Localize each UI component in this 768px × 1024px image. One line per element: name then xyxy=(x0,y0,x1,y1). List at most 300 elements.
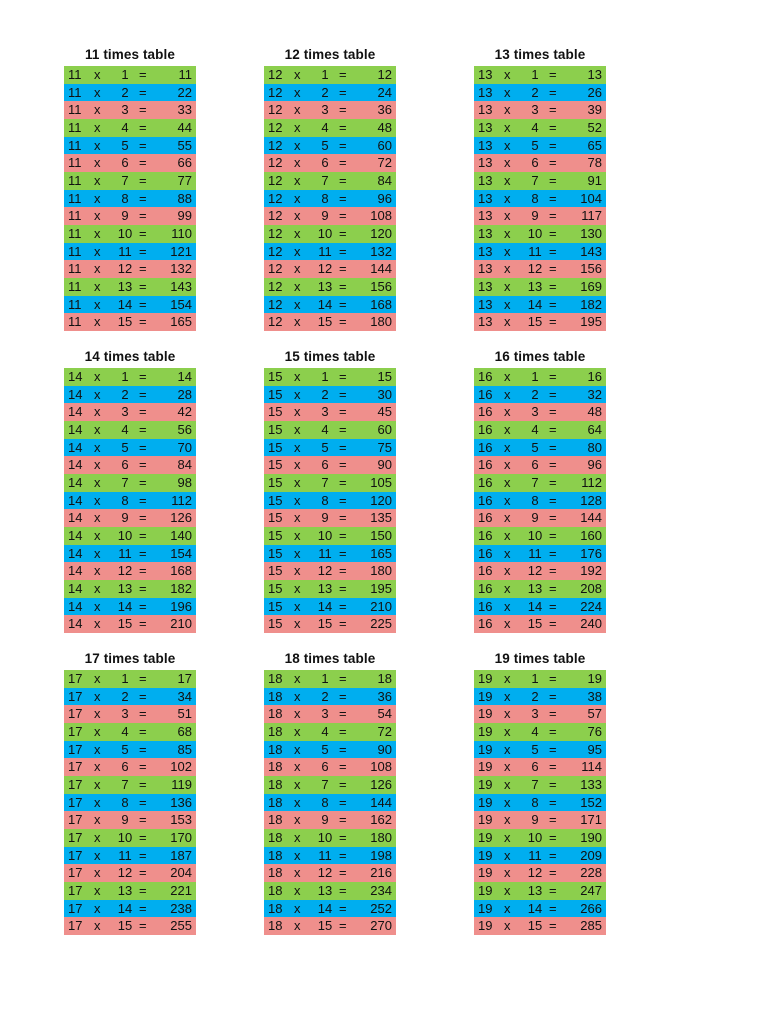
times-sign: x xyxy=(294,439,301,455)
table-row xyxy=(64,847,196,865)
table-row xyxy=(474,225,606,243)
product: 162 xyxy=(370,812,392,828)
multiplier: 8 xyxy=(531,190,539,206)
equals-sign: = xyxy=(339,776,347,792)
table-row xyxy=(264,296,396,314)
times-sign: x xyxy=(294,900,301,916)
times-sign: x xyxy=(94,882,101,898)
product: 75 xyxy=(377,439,392,455)
table-row xyxy=(64,243,196,261)
table-row xyxy=(474,456,606,474)
times-sign: x xyxy=(294,723,301,739)
table-row xyxy=(264,794,396,812)
product: 55 xyxy=(177,137,192,153)
multiplicand: 19 xyxy=(478,706,493,722)
times-sign: x xyxy=(94,598,101,614)
table-row xyxy=(64,421,196,439)
equals-sign: = xyxy=(339,67,347,82)
equals-sign: = xyxy=(549,900,557,916)
multiplier: 1 xyxy=(121,67,129,82)
table-row xyxy=(64,882,196,900)
equals-sign: = xyxy=(549,812,557,828)
multiplier: 13 xyxy=(317,882,333,898)
times-sign: x xyxy=(294,243,301,259)
multiplier: 2 xyxy=(121,84,129,100)
multiplicand: 13 xyxy=(478,225,493,241)
equals-sign: = xyxy=(549,510,557,526)
equals-sign: = xyxy=(549,102,557,118)
table-row xyxy=(264,882,396,900)
product: 144 xyxy=(370,261,392,277)
multiplicand: 12 xyxy=(268,137,283,153)
equals-sign: = xyxy=(339,296,347,312)
equals-sign: = xyxy=(549,208,557,224)
equals-sign: = xyxy=(139,421,147,437)
equals-sign: = xyxy=(139,404,147,420)
multiplicand: 16 xyxy=(478,545,493,561)
equals-sign: = xyxy=(549,278,557,294)
times-sign: x xyxy=(94,102,101,118)
multiplicand: 13 xyxy=(478,102,493,118)
equals-sign: = xyxy=(139,369,147,384)
table-row xyxy=(264,225,396,243)
times-sign: x xyxy=(94,208,101,224)
times-sign: x xyxy=(294,172,301,188)
product: 176 xyxy=(580,545,602,561)
table-row xyxy=(264,84,396,102)
product: 221 xyxy=(170,882,192,898)
equals-sign: = xyxy=(549,137,557,153)
multiplicand: 15 xyxy=(268,510,283,526)
equals-sign: = xyxy=(339,812,347,828)
table-row xyxy=(264,154,396,172)
product: 102 xyxy=(170,759,192,775)
multiplier: 13 xyxy=(317,580,333,596)
equals-sign: = xyxy=(549,882,557,898)
product: 143 xyxy=(580,243,602,259)
equals-sign: = xyxy=(139,688,147,704)
multiplicand: 13 xyxy=(478,243,493,259)
equals-sign: = xyxy=(139,900,147,916)
multiplier: 7 xyxy=(121,172,129,188)
multiplier: 5 xyxy=(531,439,539,455)
times-sign: x xyxy=(504,119,511,135)
times-sign: x xyxy=(94,225,101,241)
multiplier: 10 xyxy=(527,527,543,543)
multiplier: 15 xyxy=(117,616,133,632)
times-sign: x xyxy=(504,794,511,810)
times-sign: x xyxy=(504,314,511,330)
product: 64 xyxy=(587,421,602,437)
product: 60 xyxy=(377,421,392,437)
table-row xyxy=(474,101,606,119)
multiplier: 2 xyxy=(531,386,539,402)
multiplier: 4 xyxy=(121,421,129,437)
multiplier: 10 xyxy=(317,225,333,241)
equals-sign: = xyxy=(549,172,557,188)
multiplier: 12 xyxy=(317,865,333,881)
times-sign: x xyxy=(94,439,101,455)
times-sign: x xyxy=(94,155,101,171)
equals-sign: = xyxy=(139,296,147,312)
table-row xyxy=(474,492,606,510)
product: 36 xyxy=(377,688,392,704)
product: 180 xyxy=(370,563,392,579)
multiplier: 7 xyxy=(121,776,129,792)
times-sign: x xyxy=(294,314,301,330)
multiplicand: 14 xyxy=(68,563,83,579)
equals-sign: = xyxy=(339,865,347,881)
equals-sign: = xyxy=(339,510,347,526)
times-sign: x xyxy=(504,563,511,579)
multiplier: 14 xyxy=(117,598,133,614)
multiplicand: 11 xyxy=(68,190,82,206)
product: 136 xyxy=(170,794,192,810)
multiplier: 4 xyxy=(531,119,539,135)
equals-sign: = xyxy=(339,563,347,579)
multiplier: 11 xyxy=(528,847,542,863)
times-sign: x xyxy=(94,706,101,722)
multiplier: 3 xyxy=(121,706,129,722)
product: 150 xyxy=(370,527,392,543)
product: 210 xyxy=(170,616,192,632)
times-sign: x xyxy=(504,404,511,420)
product: 108 xyxy=(370,208,392,224)
multiplier: 10 xyxy=(527,829,543,845)
multiplicand: 11 xyxy=(68,119,82,135)
times-sign: x xyxy=(94,172,101,188)
multiplier: 6 xyxy=(531,759,539,775)
table-row xyxy=(474,900,606,918)
equals-sign: = xyxy=(549,474,557,490)
multiplier: 10 xyxy=(117,527,133,543)
product: 154 xyxy=(170,545,192,561)
times-sign: x xyxy=(504,421,511,437)
times-table-12 xyxy=(264,44,396,331)
multiplicand: 19 xyxy=(478,812,493,828)
table-row xyxy=(64,545,196,563)
times-sign: x xyxy=(294,616,301,632)
multiplier: 13 xyxy=(527,580,543,596)
table-row xyxy=(64,154,196,172)
multiplicand: 17 xyxy=(68,882,83,898)
product: 153 xyxy=(170,812,192,828)
table-row xyxy=(474,847,606,865)
times-sign: x xyxy=(94,510,101,526)
equals-sign: = xyxy=(549,563,557,579)
times-sign: x xyxy=(504,723,511,739)
multiplicand: 17 xyxy=(68,900,83,916)
equals-sign: = xyxy=(339,102,347,118)
times-sign: x xyxy=(504,918,511,934)
times-sign: x xyxy=(294,882,301,898)
multiplicand: 19 xyxy=(478,900,493,916)
multiplicand: 15 xyxy=(268,474,283,490)
times-sign: x xyxy=(94,527,101,543)
product: 39 xyxy=(587,102,602,118)
multiplicand: 12 xyxy=(268,119,283,135)
equals-sign: = xyxy=(339,688,347,704)
multiplier: 4 xyxy=(531,723,539,739)
multiplicand: 15 xyxy=(268,598,283,614)
table-row xyxy=(264,101,396,119)
times-sign: x xyxy=(504,278,511,294)
multiplicand: 17 xyxy=(68,741,83,757)
equals-sign: = xyxy=(549,706,557,722)
times-sign: x xyxy=(94,812,101,828)
table-row xyxy=(64,474,196,492)
times-sign: x xyxy=(504,439,511,455)
multiplier: 15 xyxy=(117,314,133,330)
multiplicand: 12 xyxy=(268,314,283,330)
equals-sign: = xyxy=(339,918,347,934)
equals-sign: = xyxy=(549,759,557,775)
table-row xyxy=(264,439,396,457)
times-sign: x xyxy=(94,776,101,792)
table-row xyxy=(264,864,396,882)
times-sign: x xyxy=(294,918,301,934)
multiplicand: 18 xyxy=(268,918,283,934)
product: 26 xyxy=(587,84,602,100)
product: 108 xyxy=(370,759,392,775)
equals-sign: = xyxy=(339,474,347,490)
multiplier: 12 xyxy=(117,563,133,579)
equals-sign: = xyxy=(339,706,347,722)
equals-sign: = xyxy=(139,67,147,82)
times-sign: x xyxy=(294,119,301,135)
multiplier: 11 xyxy=(318,243,332,259)
table-row xyxy=(474,615,606,633)
times-sign: x xyxy=(504,829,511,845)
equals-sign: = xyxy=(339,580,347,596)
multiplier: 7 xyxy=(531,172,539,188)
product: 77 xyxy=(177,172,192,188)
multiplicand: 16 xyxy=(478,404,493,420)
product: 112 xyxy=(171,492,192,508)
times-sign: x xyxy=(294,759,301,775)
multiplier: 1 xyxy=(321,67,329,82)
times-sign: x xyxy=(294,510,301,526)
multiplier: 10 xyxy=(117,829,133,845)
equals-sign: = xyxy=(139,119,147,135)
table-row xyxy=(64,225,196,243)
table-row xyxy=(264,758,396,776)
product: 99 xyxy=(177,208,192,224)
equals-sign: = xyxy=(549,243,557,259)
product: 72 xyxy=(377,155,392,171)
equals-sign: = xyxy=(549,865,557,881)
table-row xyxy=(264,723,396,741)
multiplicand: 12 xyxy=(268,172,283,188)
multiplier: 5 xyxy=(321,741,329,757)
multiplier: 13 xyxy=(527,278,543,294)
multiplicand: 14 xyxy=(68,457,83,473)
table-row xyxy=(64,598,196,616)
multiplicand: 11 xyxy=(68,102,82,118)
product: 14 xyxy=(177,369,192,384)
multiplicand: 16 xyxy=(478,439,493,455)
multiplicand: 15 xyxy=(268,421,283,437)
times-sign: x xyxy=(504,616,511,632)
table-row xyxy=(64,439,196,457)
table-row xyxy=(474,154,606,172)
table-title: 11 times table xyxy=(85,47,175,62)
table-row xyxy=(64,386,196,404)
equals-sign: = xyxy=(139,474,147,490)
times-sign: x xyxy=(504,865,511,881)
equals-sign: = xyxy=(339,243,347,259)
table-row xyxy=(474,260,606,278)
multiplicand: 12 xyxy=(268,278,283,294)
multiplicand: 14 xyxy=(68,421,83,437)
equals-sign: = xyxy=(339,172,347,188)
equals-sign: = xyxy=(339,190,347,206)
equals-sign: = xyxy=(339,278,347,294)
times-sign: x xyxy=(294,278,301,294)
product: 135 xyxy=(370,510,392,526)
product: 224 xyxy=(580,598,602,614)
table-row xyxy=(474,562,606,580)
multiplicand: 12 xyxy=(268,296,283,312)
times-sign: x xyxy=(94,404,101,420)
table-row xyxy=(474,598,606,616)
equals-sign: = xyxy=(339,421,347,437)
multiplier: 14 xyxy=(117,900,133,916)
multiplicand: 12 xyxy=(268,84,283,100)
table-row xyxy=(64,296,196,314)
equals-sign: = xyxy=(139,527,147,543)
multiplier: 6 xyxy=(321,759,329,775)
product: 48 xyxy=(587,404,602,420)
product: 65 xyxy=(587,137,602,153)
multiplicand: 14 xyxy=(68,510,83,526)
times-sign: x xyxy=(94,261,101,277)
multiplier: 3 xyxy=(321,404,329,420)
table-row xyxy=(64,811,196,829)
multiplicand: 15 xyxy=(268,369,283,384)
table-row xyxy=(264,527,396,545)
table-row xyxy=(474,313,606,331)
multiplier: 6 xyxy=(321,155,329,171)
times-sign: x xyxy=(94,918,101,934)
product: 285 xyxy=(580,918,602,934)
table-row xyxy=(264,670,396,688)
product: 196 xyxy=(170,598,192,614)
multiplicand: 12 xyxy=(268,225,283,241)
multiplier: 7 xyxy=(531,474,539,490)
times-table-13 xyxy=(474,44,606,331)
times-sign: x xyxy=(504,671,511,686)
table-row xyxy=(474,66,606,84)
product: 42 xyxy=(177,404,192,420)
multiplicand: 17 xyxy=(68,723,83,739)
equals-sign: = xyxy=(549,261,557,277)
multiplier: 3 xyxy=(121,404,129,420)
times-sign: x xyxy=(504,545,511,561)
multiplier: 1 xyxy=(531,67,539,82)
times-sign: x xyxy=(94,243,101,259)
product: 154 xyxy=(170,296,192,312)
multiplicand: 17 xyxy=(68,812,83,828)
product: 195 xyxy=(370,580,392,596)
multiplier: 9 xyxy=(121,812,129,828)
times-sign: x xyxy=(504,598,511,614)
equals-sign: = xyxy=(549,386,557,402)
product: 19 xyxy=(587,671,602,686)
product: 96 xyxy=(587,457,602,473)
times-sign: x xyxy=(94,84,101,100)
table-row xyxy=(264,598,396,616)
product: 208 xyxy=(580,580,602,596)
equals-sign: = xyxy=(339,137,347,153)
multiplicand: 14 xyxy=(68,616,83,632)
table-row xyxy=(474,545,606,563)
product: 204 xyxy=(170,865,192,881)
product: 168 xyxy=(370,296,392,312)
times-sign: x xyxy=(504,492,511,508)
product: 56 xyxy=(177,421,192,437)
multiplier: 11 xyxy=(318,545,332,561)
equals-sign: = xyxy=(139,882,147,898)
table-row xyxy=(474,758,606,776)
equals-sign: = xyxy=(549,527,557,543)
table-row xyxy=(64,705,196,723)
multiplier: 13 xyxy=(527,882,543,898)
multiplier: 5 xyxy=(321,137,329,153)
table-row xyxy=(264,705,396,723)
table-row xyxy=(264,811,396,829)
multiplicand: 14 xyxy=(68,474,83,490)
multiplier: 10 xyxy=(117,225,133,241)
product: 76 xyxy=(587,723,602,739)
equals-sign: = xyxy=(139,137,147,153)
times-sign: x xyxy=(294,492,301,508)
table-row xyxy=(474,403,606,421)
multiplicand: 18 xyxy=(268,776,283,792)
multiplicand: 15 xyxy=(268,527,283,543)
multiplicand: 13 xyxy=(478,84,493,100)
multiplier: 12 xyxy=(117,865,133,881)
product: 78 xyxy=(587,155,602,171)
times-sign: x xyxy=(504,67,511,82)
product: 169 xyxy=(580,278,602,294)
equals-sign: = xyxy=(339,386,347,402)
multiplicand: 11 xyxy=(68,278,82,294)
multiplier: 2 xyxy=(121,688,129,704)
table-row xyxy=(64,278,196,296)
times-sign: x xyxy=(94,688,101,704)
multiplicand: 11 xyxy=(68,261,82,277)
times-sign: x xyxy=(294,688,301,704)
product: 182 xyxy=(580,296,602,312)
multiplicand: 11 xyxy=(68,67,82,82)
equals-sign: = xyxy=(139,155,147,171)
table-row xyxy=(264,545,396,563)
times-sign: x xyxy=(504,190,511,206)
multiplicand: 15 xyxy=(268,580,283,596)
times-sign: x xyxy=(504,882,511,898)
multiplier: 5 xyxy=(121,439,129,455)
table-row xyxy=(64,527,196,545)
equals-sign: = xyxy=(139,439,147,455)
equals-sign: = xyxy=(549,671,557,686)
product: 17 xyxy=(177,671,192,686)
table-row xyxy=(474,368,606,386)
times-sign: x xyxy=(94,278,101,294)
product: 52 xyxy=(587,119,602,135)
product: 266 xyxy=(580,900,602,916)
equals-sign: = xyxy=(139,172,147,188)
